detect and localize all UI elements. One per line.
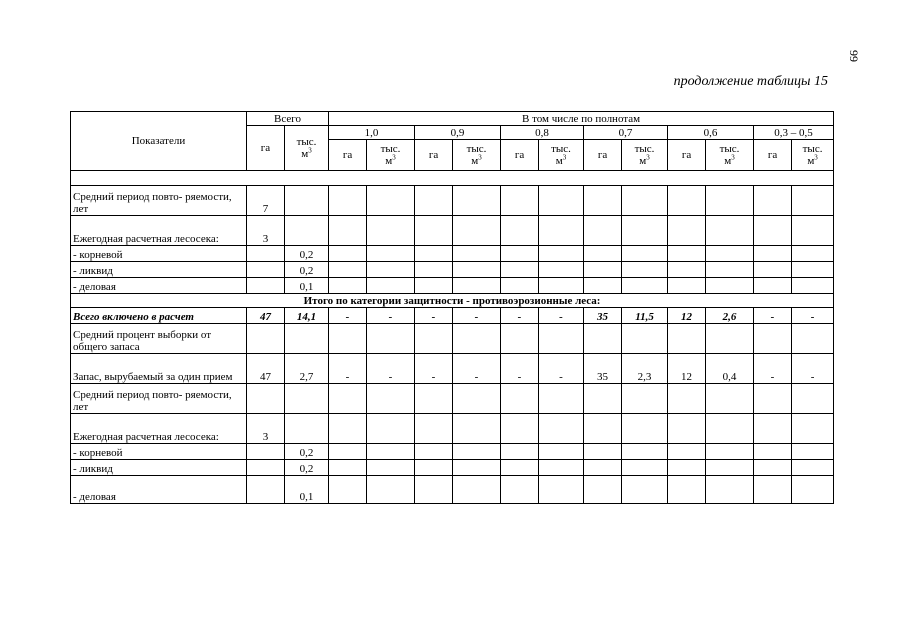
table-cell [453,460,501,476]
table-cell: 3 [247,414,285,444]
table-cell [453,278,501,294]
table-cell [754,476,792,504]
table-cell [706,476,754,504]
table-row [71,354,834,384]
table-cell: 0,1 [285,278,329,294]
table-cell [501,216,539,246]
table-cell: - [792,354,834,384]
table-cell [501,262,539,278]
table-header [71,112,834,186]
table-cell [247,384,285,414]
table-cell [247,262,285,278]
table-cell [329,460,367,476]
table-cell: 2,3 [622,354,668,384]
row-label: Ежегодная расчетная лесосека: [71,216,247,246]
table-cell [668,262,706,278]
table-cell [539,278,584,294]
table-cell [453,186,501,216]
row-label: Всего включено в расчет [71,308,247,324]
header-total-thous: тыс. $м^3$ [285,126,329,171]
unit-thous-m3: тыс. $м^3$ [539,140,584,171]
table-cell [415,414,453,444]
table-cell [415,216,453,246]
table-cell [754,186,792,216]
unit-ha: га [415,140,453,171]
unit-thous-m3: тыс. $м^3$ [706,140,754,171]
table-cell [539,262,584,278]
table-cell: 35 [584,354,622,384]
unit-thous-m3: тыс. $м^3$ [453,140,501,171]
table-cell [668,384,706,414]
table-cell: - [415,308,453,324]
table-cell [754,324,792,354]
table-cell [668,460,706,476]
table-cell: 0,4 [706,354,754,384]
unit-thous-m3: тыс. $м^3$ [622,140,668,171]
table-cell [584,186,622,216]
row-label: - ликвид [71,460,247,476]
forest-table [70,111,834,504]
table-cell [539,246,584,262]
table-cell [539,444,584,460]
table-cell [622,460,668,476]
table-cell [415,324,453,354]
table-cell [247,324,285,354]
table-cell: 3 [247,216,285,246]
table-cell [754,384,792,414]
table-cell [367,216,415,246]
row-label: Средний период повто- ряемости, лет [71,186,247,216]
header-total-ha: га [247,126,285,171]
density-header: 0,9 [415,126,501,140]
table-cell [501,384,539,414]
table-cell [584,476,622,504]
table-cell [329,216,367,246]
table-cell: - [792,308,834,324]
table-cell [754,414,792,444]
row-label: Запас, вырубаемый за один прием [71,354,247,384]
table-cell [792,324,834,354]
table-cell: 35 [584,308,622,324]
table-cell [668,216,706,246]
table-cell [247,476,285,504]
table-cell [622,476,668,504]
table-cell [584,324,622,354]
density-header: 0,6 [668,126,754,140]
table-cell [415,384,453,414]
table-cell [706,384,754,414]
table-cell: 0,2 [285,246,329,262]
table-cell: 11,5 [622,308,668,324]
header-spacer [71,171,834,186]
table-cell [329,384,367,414]
header-including: В том числе по полнотам [329,112,834,126]
table-cell [792,216,834,246]
unit-ha: га [501,140,539,171]
table-row [71,414,834,444]
table-cell [539,216,584,246]
table-cell [622,324,668,354]
table-cell [415,262,453,278]
table-cell [754,444,792,460]
table-cell: 0,1 [285,476,329,504]
table-cell [539,460,584,476]
table-cell [367,186,415,216]
unit-ha: га [668,140,706,171]
table-cell: 2,7 [285,354,329,384]
table-cell [584,246,622,262]
table-cell [584,278,622,294]
row-label: - корневой [71,246,247,262]
table-cell: 12 [668,354,706,384]
table-cell [792,444,834,460]
table-cell [329,246,367,262]
table-body-category [71,294,834,308]
table-cell [367,444,415,460]
table-cell [501,278,539,294]
table-cell: - [501,354,539,384]
header-indicators: Показатели [71,112,247,171]
table-cell [706,262,754,278]
table-cell [706,278,754,294]
table-cell [706,460,754,476]
table-cell: - [329,354,367,384]
table-cell [329,324,367,354]
table-cell [622,186,668,216]
table-cell [539,414,584,444]
table-cell: 47 [247,308,285,324]
table-cell [584,444,622,460]
table-cell [622,246,668,262]
table-body-total [71,308,834,324]
table-cell [453,444,501,460]
table-cell [501,414,539,444]
table-cell [706,444,754,460]
table-cell [285,186,329,216]
table-cell [329,278,367,294]
table-cell [329,186,367,216]
table-cell [453,476,501,504]
table-cell: - [329,308,367,324]
table-cell [754,278,792,294]
table-cell [754,246,792,262]
table-cell [584,262,622,278]
table-cell: - [501,308,539,324]
row-label: - ликвид [71,262,247,278]
table-cell: 2,6 [706,308,754,324]
table-cell [329,414,367,444]
table-cell [792,186,834,216]
table-cell [367,278,415,294]
table-cell [792,278,834,294]
unit-ha: га [754,140,792,171]
row-label: Ежегодная расчетная лесосека: [71,414,247,444]
table-row [71,476,834,504]
table-cell: - [367,354,415,384]
table-cell [622,216,668,246]
table-cell: - [415,354,453,384]
density-header: 0,3 – 0,5 [754,126,834,140]
density-header: 1,0 [329,126,415,140]
table-cell [453,414,501,444]
table-cell: - [754,308,792,324]
table-cell [584,216,622,246]
table-cell [754,460,792,476]
table-cell [584,414,622,444]
table-cell [415,460,453,476]
table-cell [754,262,792,278]
table-cell [668,324,706,354]
unit-ha: га [584,140,622,171]
table-cell [792,262,834,278]
table-cell [367,476,415,504]
row-label: Средний процент выборки от общего запаса [71,324,247,354]
table-cell [668,186,706,216]
table-cell [584,460,622,476]
table-cell [329,444,367,460]
table-cell [247,444,285,460]
table-cell [792,384,834,414]
page-number: 99 [847,50,861,62]
table-cell: - [453,308,501,324]
table-cell [539,476,584,504]
table-cell [367,262,415,278]
table-cell: 7 [247,186,285,216]
table-body-b [71,324,834,504]
table-body-a [71,186,834,294]
table-cell [668,246,706,262]
table-cell: - [453,354,501,384]
table-cell [706,324,754,354]
table-cell [285,216,329,246]
table-cell [706,246,754,262]
table-row [71,460,834,476]
table-cell [285,414,329,444]
table-cell: - [539,308,584,324]
table-cell [285,324,329,354]
table-row [71,324,834,354]
table-cell [501,246,539,262]
table-cell [247,278,285,294]
header-total: Всего [247,112,329,126]
unit-thous-m3: тыс. $м^3$ [792,140,834,171]
table-row [71,186,834,216]
table-cell [584,384,622,414]
table-row [71,246,834,262]
table-cell [247,460,285,476]
table-cell [415,186,453,216]
table-cell [247,246,285,262]
table-cell [754,216,792,246]
table-cell [706,186,754,216]
table-cell [622,414,668,444]
table-cell: 12 [668,308,706,324]
table-cell [453,324,501,354]
table-cell [415,444,453,460]
table-cell [501,324,539,354]
row-label: - корневой [71,444,247,460]
table-cell [367,246,415,262]
unit-thous-m3: тыс. $м^3$ [367,140,415,171]
table-cell [501,460,539,476]
table-cell [792,414,834,444]
table-cell [453,262,501,278]
table-cell [792,460,834,476]
table-cell [501,186,539,216]
table-cell [453,216,501,246]
table-cell: 0,2 [285,460,329,476]
table-caption: продолжение таблицы 15 [673,74,828,89]
table-row [71,384,834,414]
table-cell [367,414,415,444]
table-cell: 0,2 [285,444,329,460]
row-label: - деловая [71,278,247,294]
table-cell [622,262,668,278]
table-cell: - [367,308,415,324]
table-cell: - [754,354,792,384]
table-cell [329,262,367,278]
table-cell [453,384,501,414]
row-label: Средний период повто- ряемости, лет [71,384,247,414]
table-cell [367,384,415,414]
table-cell [539,324,584,354]
table-cell [415,278,453,294]
table-cell [668,278,706,294]
table-row [71,262,834,278]
row-label: - деловая [71,476,247,504]
density-header: 0,7 [584,126,668,140]
table-cell: - [539,354,584,384]
table-cell [501,444,539,460]
table-cell: 14,1 [285,308,329,324]
table-cell [453,246,501,262]
unit-ha: га [329,140,367,171]
density-header: 0,8 [501,126,584,140]
table-row [71,278,834,294]
table-cell [622,384,668,414]
table-cell [285,384,329,414]
table-row [71,308,834,324]
table-cell [415,476,453,504]
table-cell [668,476,706,504]
table-cell [792,476,834,504]
table-cell [539,186,584,216]
table-cell [501,476,539,504]
table-cell [668,414,706,444]
table-cell [792,246,834,262]
table-cell [706,414,754,444]
table-cell: 0,2 [285,262,329,278]
table-cell [367,460,415,476]
table-cell [622,444,668,460]
table-cell [622,278,668,294]
table-cell: 47 [247,354,285,384]
table-row [71,216,834,246]
table-cell [367,324,415,354]
category-title: Итого по категории защитности - противоэрозионные леса: [71,294,834,308]
table-cell [415,246,453,262]
table-cell [668,444,706,460]
table-cell [539,384,584,414]
table-row [71,444,834,460]
table-cell [706,216,754,246]
table-cell [329,476,367,504]
